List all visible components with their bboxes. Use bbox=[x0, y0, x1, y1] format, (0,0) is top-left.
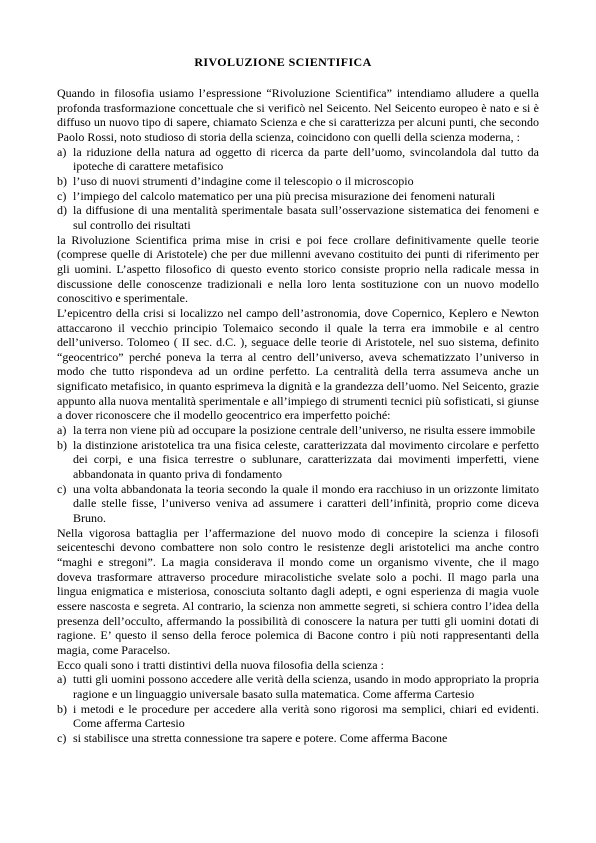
list-item-text: una volta abbandonata la teoria secondo la quale il mondo era racchiuso in un orizzonte limitato dalle stelle fisse, l’universo veniva ad assumere i caratteri dell’infinità, proprio come diceva Bruno. bbox=[73, 481, 539, 526]
paragraph-magic: Nella vigorosa battaglia per l’affermazione del nuovo modo di concepire la scienza i filosofi seicenteschi devono combattere non solo contro le resistenze degli aristotelici ma anche contro “maghi e stregoni”. La magia considerava il mondo come un organismo vivente, che il mago doveva trasformare attraverso procedure miracolistiche svelate solo a pochi. Il mago parla una lingua enigmatica e misteriosa, conosciuta soltanto dagli adepti, e ogni esperienza di magia vuole essere nascosta e segreta. Al contrario, la scienza non ammette segreti, si schiera contro l’idea della presenza dell’occulto, affermando la possibilità di conoscere la natura per tutti gli uomini dotati di ragione. E’ questo il senso della feroce polemica di Bacone contro i più noti rappresentanti della magia, come Paracelso. bbox=[57, 525, 539, 657]
list-item-text: si stabilisce una stretta connessione tra sapere e potere. Come afferma Bacone bbox=[73, 730, 448, 745]
list-marker: c) bbox=[57, 730, 67, 745]
list-scientific-points bbox=[57, 145, 539, 233]
list-item-text: la diffusione di una mentalità sperimentale basata sull’osservazione sistematica dei fenomeni e sul controllo dei risultati bbox=[73, 203, 539, 232]
document-title: RIVOLUZIONE SCIENTIFICA bbox=[194, 55, 372, 69]
list-marker: d) bbox=[57, 203, 67, 218]
list-item bbox=[57, 482, 539, 526]
list-marker: c) bbox=[57, 188, 67, 203]
list-item-text: i metodi e le procedure per accedere alla verità sono rigorosi ma semplici, chiari ed evidenti. Come afferma Cartesio bbox=[73, 701, 539, 731]
list-item bbox=[57, 203, 539, 232]
list-item-text: la distinzione aristotelica tra una fisica celeste, caratterizzata dal movimento circolare e perfetto dei corpi, e una fisica terrestre o sublunare, caratterizzata dai movimenti imperfetti, viene abbandonata in quanto priva di fondamento bbox=[73, 437, 539, 482]
list-item bbox=[57, 438, 539, 482]
list-item-text: la riduzione della natura ad oggetto di ricerca da parte dell’uomo, svincolandola dal tutto da ipoteche di carattere metafisico bbox=[73, 144, 539, 174]
list-marker: a) bbox=[57, 672, 67, 687]
list-item-text: tutti gli uomini possono accedere alle verità della scienza, usando in modo appropriato la propria ragione e un linguaggio universale basato sulla matematica. Come afferma Cartesio bbox=[73, 672, 539, 701]
document-body bbox=[57, 55, 539, 746]
list-marker: c) bbox=[57, 481, 67, 496]
paragraph-astronomy: L’epicentro della crisi si localizzo nel campo dell’astronomia, dove Copernico, Keplero e Newton attaccarono il vecchio principio Tolemaico secondo il quale la terra era immobile e al centro dell’universo. Tolomeo ( II sec. d.C. ), seguace delle teorie di Aristotele, nel suo sistema, definito “geocentrico” perché poneva la terra al centro dell’universo, aveva schematizzato l’universo in modo che tutto rispondeva ad un ordine perfetto. La centralità della terra assumeva anche un significato metafisico, in quanto esprimeva la dignità e la grandezza dell’uomo. Nel Seicento, grazie appunto alla nuova mentalità sperimentale e all’impiego di strumenti tecnici più sofisticati, si giunse a dover riconoscere che il modello geocentrico era imperfetto poiché: bbox=[57, 305, 539, 423]
list-geocentric-flaws bbox=[57, 423, 539, 526]
list-item bbox=[57, 145, 539, 174]
list-item bbox=[57, 174, 539, 189]
list-marker: b) bbox=[57, 701, 67, 716]
list-item-text: l’impiego del calcolo matematico per una più precisa misurazione dei fenomeni naturali bbox=[73, 188, 496, 203]
list-item bbox=[57, 423, 539, 438]
list-marker: a) bbox=[57, 423, 67, 438]
list-item bbox=[57, 672, 539, 701]
list-item bbox=[57, 702, 539, 731]
list-marker: b) bbox=[57, 437, 67, 452]
list-item-text: la terra non viene più ad occupare la posizione centrale dell’universo, ne risulta essere immobile bbox=[73, 423, 536, 438]
paragraph-intro: Quando in filosofia usiamo l’espressione “Rivoluzione Scientifica” intendiamo alludere a quella profonda trasformazione concettuale che si verificò nel Seicento. Nel Seicento europeo è nato e si è diffuso un nuovo tipo di sapere, chiamato Scienza e che si caratterizza per alcuni punti, che secondo Paolo Rossi, noto studioso di storia della scienza, coincidono con quelli della scienza moderna, : bbox=[57, 86, 539, 144]
list-marker: a) bbox=[57, 144, 67, 159]
list-item bbox=[57, 189, 539, 204]
paragraph-crisis: la Rivoluzione Scientifica prima mise in crisi e poi fece crollare definitivamente quelle teorie (comprese quelle di Aristotele) che per due millenni avevano costituito dei punti di riferimento per gli uomini. L’aspetto filosofico di questo evento storico consiste proprio nella radicale messa in discussione delle conoscenze tradizionali e nella loro lenta sostituzione con un nuovo modello conoscitivo e sperimentale. bbox=[57, 232, 539, 306]
paragraph-distinctive-traits: Ecco quali sono i tratti distintivi della nuova filosofia della scienza : bbox=[57, 657, 384, 672]
list-marker: b) bbox=[57, 173, 67, 188]
list-new-philosophy-traits bbox=[57, 672, 539, 745]
list-item bbox=[57, 731, 539, 746]
list-item-text: l’uso di nuovi strumenti d’indagine come il telescopio o il microscopio bbox=[73, 173, 414, 188]
